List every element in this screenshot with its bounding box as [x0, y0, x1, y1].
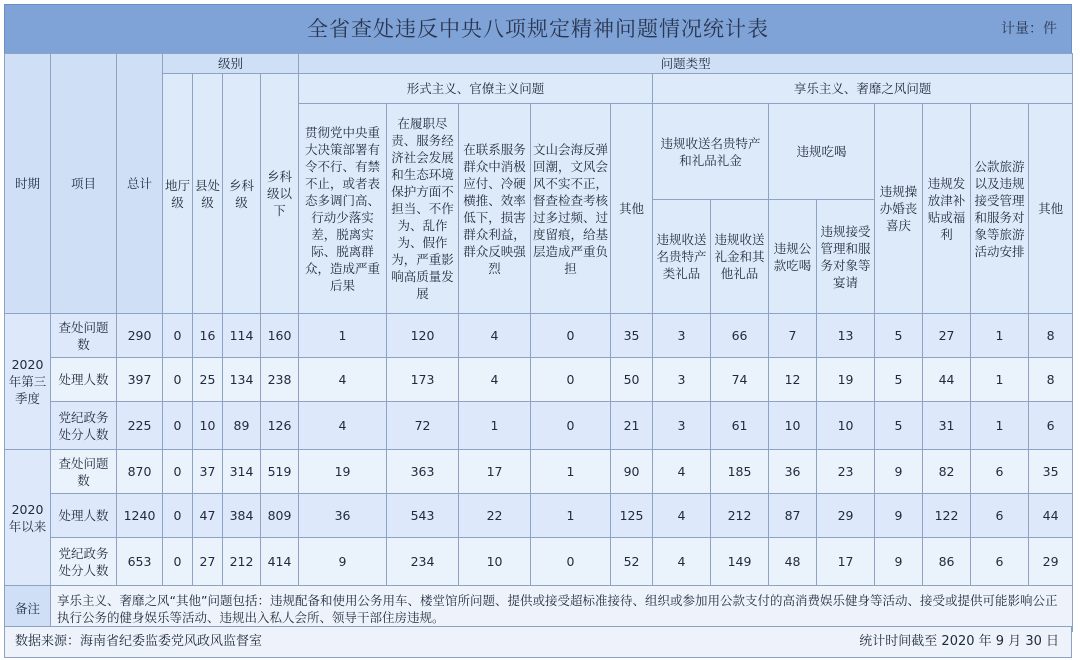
row-item-label: 处理人数	[51, 358, 117, 402]
cell-value: 48	[769, 538, 817, 586]
cell-value: 0	[531, 358, 611, 402]
cell-value: 1	[459, 402, 531, 450]
cell-value: 90	[611, 450, 653, 494]
col-dining-1: 违规接受管理和服务对象等宴请	[817, 200, 875, 314]
cell-value: 9	[875, 494, 923, 538]
col-dining-0: 违规公款吃喝	[769, 200, 817, 314]
cell-value: 1	[531, 494, 611, 538]
remark-label: 备注	[5, 586, 51, 632]
cell-value: 8	[1029, 358, 1073, 402]
statistics-table	[4, 53, 1073, 632]
cell-value: 37	[193, 450, 223, 494]
period-label: 2020年第三季度	[5, 314, 51, 450]
table-row	[5, 494, 1073, 538]
cell-value: 25	[193, 358, 223, 402]
cell-value: 4	[299, 358, 387, 402]
cell-value: 36	[299, 494, 387, 538]
cell-value: 384	[223, 494, 261, 538]
col-gift-1: 违规收送礼金和其他礼品	[711, 200, 769, 314]
row-item-label: 查处问题数	[51, 450, 117, 494]
cell-value: 19	[817, 358, 875, 402]
cell-value: 5	[875, 402, 923, 450]
cell-value: 27	[193, 538, 223, 586]
cell-value: 44	[1029, 494, 1073, 538]
cell-value: 50	[611, 358, 653, 402]
col-formalism-group: 形式主义、官僚主义问题	[299, 74, 653, 104]
cell-value: 519	[261, 450, 299, 494]
table-row	[5, 538, 1073, 586]
cell-value: 160	[261, 314, 299, 358]
cell-value: 86	[923, 538, 971, 586]
cell-value: 29	[1029, 538, 1073, 586]
cell-value: 149	[711, 538, 769, 586]
cell-value: 363	[387, 450, 459, 494]
cell-value: 1	[971, 314, 1029, 358]
row-item-label: 党纪政务处分人数	[51, 402, 117, 450]
cell-value: 4	[653, 494, 711, 538]
cell-value: 6	[971, 494, 1029, 538]
table-body	[5, 314, 1073, 586]
footer-bar	[4, 626, 1072, 658]
cell-value: 212	[223, 538, 261, 586]
cell-value: 36	[769, 450, 817, 494]
cell-value: 52	[611, 538, 653, 586]
cell-value: 9	[299, 538, 387, 586]
cell-value: 82	[923, 450, 971, 494]
cell-value: 225	[117, 402, 163, 450]
cell-value: 0	[163, 494, 193, 538]
cell-value: 3	[653, 402, 711, 450]
cell-value: 3	[653, 358, 711, 402]
cell-value: 120	[387, 314, 459, 358]
cell-value: 134	[223, 358, 261, 402]
col-travel: 公款旅游以及违规接受管理和服务对象等旅游活动安排	[971, 104, 1029, 314]
cell-value: 1	[531, 450, 611, 494]
cell-value: 0	[163, 402, 193, 450]
cell-value: 3	[653, 314, 711, 358]
cell-value: 19	[299, 450, 387, 494]
cell-value: 35	[1029, 450, 1073, 494]
cell-value: 4	[459, 358, 531, 402]
period-label: 2020年以来	[5, 450, 51, 586]
cell-value: 8	[1029, 314, 1073, 358]
cell-value: 4	[653, 538, 711, 586]
col-other: 其他	[1029, 104, 1073, 314]
col-level-0: 地厅级	[163, 74, 193, 314]
cell-value: 234	[387, 538, 459, 586]
col-level-1: 县处级	[193, 74, 223, 314]
cell-value: 0	[531, 314, 611, 358]
cell-value: 74	[711, 358, 769, 402]
cell-value: 6	[971, 538, 1029, 586]
cell-value: 89	[223, 402, 261, 450]
col-formalism-4: 其他	[611, 104, 653, 314]
cell-value: 44	[923, 358, 971, 402]
cell-value: 1	[299, 314, 387, 358]
cell-value: 809	[261, 494, 299, 538]
cell-value: 543	[387, 494, 459, 538]
col-period: 时期	[5, 54, 51, 314]
row-item-label: 查处问题数	[51, 314, 117, 358]
page-title: 全省查处违反中央八项规定精神问题情况统计表	[307, 17, 769, 41]
cell-value: 4	[299, 402, 387, 450]
cell-value: 5	[875, 358, 923, 402]
cell-value: 185	[711, 450, 769, 494]
cell-value: 27	[923, 314, 971, 358]
remark-text: 享乐主义、奢靡之风“其他”问题包括：违规配备和使用公务用车、楼堂馆所问题、提供或接受超标准接待、组织或参加用公款支付的高消费娱乐健身等活动、接受或提供可能影响公正执行公务的健身娱乐等活动、违规出入私人会所、领导干部住房违规。	[51, 586, 1073, 632]
unit-label: 计量：件	[1001, 21, 1057, 37]
cell-value: 212	[711, 494, 769, 538]
cell-value: 4	[459, 314, 531, 358]
cell-value: 66	[711, 314, 769, 358]
cell-value: 0	[163, 314, 193, 358]
cell-value: 61	[711, 402, 769, 450]
cell-value: 238	[261, 358, 299, 402]
cell-value: 22	[459, 494, 531, 538]
cell-value: 31	[923, 402, 971, 450]
col-issue-group: 问题类型	[299, 54, 1073, 74]
cell-value: 0	[531, 538, 611, 586]
stat-time: 统计时间截至 2020 年 9 月 30 日	[859, 634, 1059, 649]
cell-value: 21	[611, 402, 653, 450]
cell-value: 29	[817, 494, 875, 538]
cell-value: 47	[193, 494, 223, 538]
col-allowance: 违规发放津补贴或福利	[923, 104, 971, 314]
cell-value: 9	[875, 450, 923, 494]
cell-value: 653	[117, 538, 163, 586]
cell-value: 0	[163, 358, 193, 402]
col-formalism-1: 在履职尽责、服务经济社会发展和生态环境保护方面不担当、不作为、乱作为、假作为，严重影响高质量发展	[387, 104, 459, 314]
cell-value: 1240	[117, 494, 163, 538]
cell-value: 17	[817, 538, 875, 586]
cell-value: 0	[163, 450, 193, 494]
col-gift-group: 违规收送名贵特产和礼品礼金	[653, 104, 769, 200]
data-source: 数据来源：海南省纪委监委党风政风监督室	[15, 634, 263, 649]
table-row	[5, 314, 1073, 358]
cell-value: 1	[971, 358, 1029, 402]
cell-value: 114	[223, 314, 261, 358]
cell-value: 17	[459, 450, 531, 494]
col-formalism-2: 在联系服务群众中消极应付、冷硬横推、效率低下，损害群众利益，群众反映强烈	[459, 104, 531, 314]
cell-value: 0	[531, 402, 611, 450]
col-wedding: 违规操办婚丧喜庆	[875, 104, 923, 314]
col-level-group: 级别	[163, 54, 299, 74]
cell-value: 6	[971, 450, 1029, 494]
col-formalism-0: 贯彻党中央重大决策部署有令不行、有禁不止，或者表态多调门高、行动少落实差，脱离实际、脱离群众，造成严重后果	[299, 104, 387, 314]
cell-value: 16	[193, 314, 223, 358]
col-total: 总计	[117, 54, 163, 314]
cell-value: 314	[223, 450, 261, 494]
table-row	[5, 402, 1073, 450]
cell-value: 4	[653, 450, 711, 494]
cell-value: 870	[117, 450, 163, 494]
table-row	[5, 450, 1073, 494]
cell-value: 0	[163, 538, 193, 586]
cell-value: 6	[1029, 402, 1073, 450]
col-level-3: 乡科级以下	[261, 74, 299, 314]
cell-value: 173	[387, 358, 459, 402]
cell-value: 122	[923, 494, 971, 538]
cell-value: 10	[193, 402, 223, 450]
cell-value: 10	[769, 402, 817, 450]
cell-value: 23	[817, 450, 875, 494]
cell-value: 1	[971, 402, 1029, 450]
col-gift-0: 违规收送名贵特产类礼品	[653, 200, 711, 314]
cell-value: 13	[817, 314, 875, 358]
cell-value: 9	[875, 538, 923, 586]
cell-value: 414	[261, 538, 299, 586]
stat-table-page	[4, 4, 1076, 656]
cell-value: 7	[769, 314, 817, 358]
col-formalism-3: 文山会海反弹回潮，文风会风不实不正，督查检查考核过多过频、过度留痕，给基层造成严重负担	[531, 104, 611, 314]
cell-value: 10	[817, 402, 875, 450]
cell-value: 397	[117, 358, 163, 402]
cell-value: 12	[769, 358, 817, 402]
cell-value: 125	[611, 494, 653, 538]
cell-value: 10	[459, 538, 531, 586]
col-item: 项目	[51, 54, 117, 314]
cell-value: 290	[117, 314, 163, 358]
col-hedonism-group: 享乐主义、奢靡之风问题	[653, 74, 1073, 104]
cell-value: 126	[261, 402, 299, 450]
row-item-label: 处理人数	[51, 494, 117, 538]
table-row	[5, 358, 1073, 402]
col-dining-group: 违规吃喝	[769, 104, 875, 200]
title-bar	[4, 4, 1072, 54]
cell-value: 5	[875, 314, 923, 358]
col-level-2: 乡科级	[223, 74, 261, 314]
cell-value: 87	[769, 494, 817, 538]
cell-value: 72	[387, 402, 459, 450]
row-item-label: 党纪政务处分人数	[51, 538, 117, 586]
cell-value: 35	[611, 314, 653, 358]
